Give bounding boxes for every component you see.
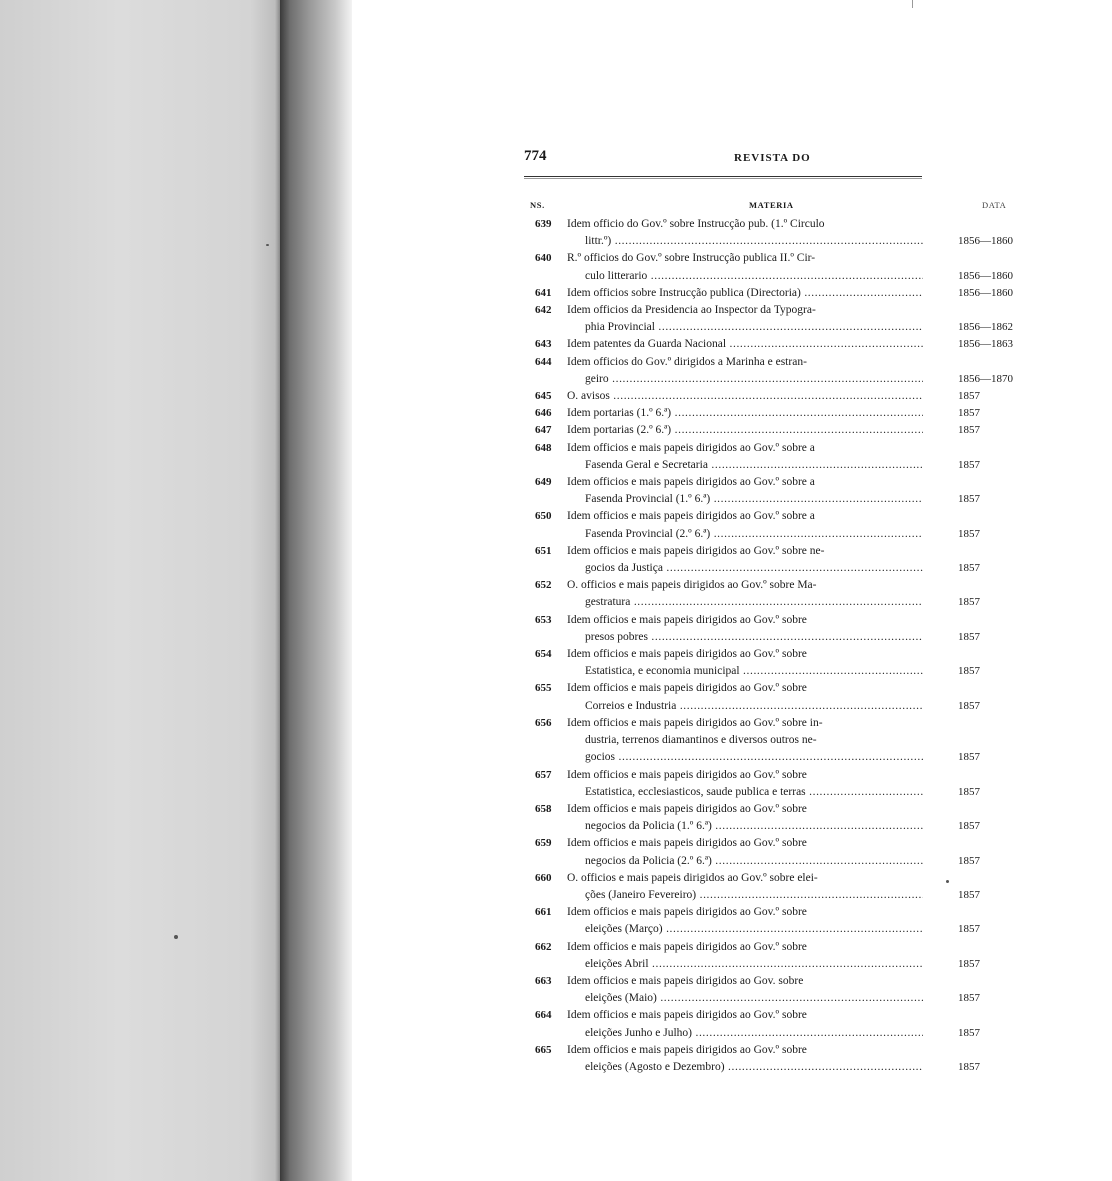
entry-subject-line: eleições (Agosto e Dezembro) ..... (567, 1059, 923, 1076)
book-spine-shadow (280, 0, 352, 1181)
list-item (524, 870, 1044, 904)
entry-subject-line: geiro ..... (567, 371, 923, 388)
entry-date: 1857 (958, 888, 980, 901)
entry-number: 664 (535, 1009, 552, 1022)
entry-date: 1857 (958, 458, 980, 471)
entry-date: 1856—1860 (958, 235, 1013, 248)
list-item (524, 422, 1044, 439)
entry-subject (567, 440, 923, 474)
entry-subject-line: Idem officios e mais papeis dirigidos ao Gov.º sobre a (567, 476, 815, 489)
entry-subject-line: Idem officios e mais papeis dirigidos ao Gov.º sobre a (567, 510, 815, 523)
entry-subject-line: negocios da Policia (1.º 6.ª) ..... (567, 818, 923, 835)
column-header-data: DATA (982, 200, 1007, 210)
list-item (524, 474, 1044, 508)
entry-subject (567, 835, 923, 869)
entry-subject (567, 612, 923, 646)
entry-date: 1857 (958, 785, 980, 798)
entry-subject (567, 285, 923, 302)
entry-number: 654 (535, 648, 552, 661)
list-item (524, 835, 1044, 869)
list-item (524, 715, 1044, 767)
entry-subject-line: eleições Abril ..... (567, 956, 923, 973)
entry-date: 1857 (958, 493, 980, 506)
entry-number: 649 (535, 476, 552, 489)
entry-subject-line: O. avisos ..... (567, 388, 923, 405)
entry-subject (567, 474, 923, 508)
entry-number: 663 (535, 974, 552, 987)
entry-subject-line: eleições (Março) ..... (567, 921, 923, 938)
entry-subject-line: Idem officio do Gov.º sobre Instrucção pub. (1.º Circulo (567, 218, 825, 230)
entry-list (524, 216, 1044, 1076)
entry-subject (567, 939, 923, 973)
list-item (524, 388, 1044, 405)
entry-number: 651 (535, 544, 552, 557)
entry-subject-line: O. officios e mais papeis dirigidos ao Gov.º sobre Ma- (567, 579, 817, 592)
entry-number: 644 (535, 355, 552, 368)
entry-subject-line: Idem officios e mais papeis dirigidos ao Gov. sobre (567, 974, 804, 987)
entry-number: 648 (535, 441, 552, 454)
entry-subject (567, 336, 923, 353)
entry-subject (567, 508, 923, 542)
entry-subject-line: Idem officios e mais papeis dirigidos ao Gov.º sobre (567, 837, 807, 850)
entry-date: 1856—1860 (958, 269, 1013, 282)
list-item (524, 612, 1044, 646)
entry-subject-line: Idem officios e mais papeis dirigidos ao Gov.º sobre (567, 1043, 807, 1056)
entry-subject-line: Fasenda Provincial (1.º 6.ª) ..... (567, 491, 923, 508)
entry-date: 1857 (958, 424, 980, 437)
entry-subject (567, 767, 923, 801)
list-item (524, 440, 1044, 474)
entry-subject-line: Idem patentes da Guarda Nacional ..... (567, 336, 923, 353)
entry-subject (567, 354, 923, 388)
entry-subject-line: Idem officios e mais papeis dirigidos ao Gov.º sobre (567, 940, 807, 953)
entry-date: 1857 (958, 390, 980, 403)
entry-subject-line: dustria, terrenos diamantinos e diversos outros ne- (585, 734, 817, 747)
list-item (524, 801, 1044, 835)
entry-date: 1857 (958, 562, 980, 575)
entry-subject-line: Idem officios e mais papeis dirigidos ao Gov.º sobre (567, 802, 807, 815)
entry-subject (567, 577, 923, 611)
entry-number: 640 (535, 252, 552, 265)
entry-date: 1857 (958, 957, 980, 970)
entry-subject-line: Estatistica, e economia municipal ..... (567, 663, 923, 680)
entry-number: 650 (535, 510, 552, 523)
entry-date: 1857 (958, 596, 980, 609)
entry-subject (567, 646, 923, 680)
entry-subject-line: Idem officios e mais papeis dirigidos ao Gov.º sobre (567, 1009, 807, 1022)
entry-subject (567, 250, 923, 284)
entry-subject (567, 405, 923, 422)
entry-subject (567, 422, 923, 439)
entry-date: 1857 (958, 527, 980, 540)
scan-speck (174, 935, 178, 939)
list-item (524, 543, 1044, 577)
entry-subject-line: R.º officios do Gov.º sobre Instrucção publica II.º Cir- (567, 252, 816, 265)
list-item (524, 577, 1044, 611)
entry-date: 1857 (958, 820, 980, 833)
book-gutter-left (0, 0, 280, 1181)
entry-number: 655 (535, 682, 552, 695)
entry-number: 645 (535, 390, 552, 403)
list-item (524, 904, 1044, 938)
entry-subject-line: Idem officios sobre Instrucção publica (Directoria) ..... (567, 285, 923, 302)
column-header-materia: MATERIA (749, 200, 794, 210)
entry-subject-line: O. officios e mais papeis dirigidos ao Gov.º sobre elei- (567, 871, 818, 884)
entry-date: 1856—1863 (958, 338, 1013, 351)
entry-date: 1856—1862 (958, 321, 1013, 334)
list-item (524, 1007, 1044, 1041)
entry-subject-line: Idem officios do Gov.º dirigidos a Marinha e estran- (567, 355, 807, 368)
list-item (524, 939, 1044, 973)
entry-subject-line: eleições Junho e Julho) ..... (567, 1025, 923, 1042)
entry-date: 1857 (958, 923, 980, 936)
entry-subject-line: Idem officios e mais papeis dirigidos ao Gov.º sobre ne- (567, 544, 825, 557)
entry-subject-line: Idem portarias (1.º 6.ª) ..... (567, 405, 923, 422)
entry-subject-line: Idem officios e mais papeis dirigidos ao Gov.º sobre (567, 682, 807, 695)
list-item (524, 646, 1044, 680)
entry-subject-line: Correios e Industria ..... (567, 698, 923, 715)
entry-date: 1857 (958, 630, 980, 643)
entry-subject (567, 870, 923, 904)
entry-subject (567, 801, 923, 835)
list-item (524, 216, 1044, 250)
entry-subject-line: Fasenda Provincial (2.º 6.ª) ..... (567, 526, 923, 543)
list-item (524, 767, 1044, 801)
entry-date: 1857 (958, 751, 980, 764)
entry-subject-line: phia Provincial ..... (567, 319, 923, 336)
header-rule (524, 176, 922, 179)
scan-speck (266, 244, 269, 246)
entry-date: 1857 (958, 407, 980, 420)
entry-subject-line: Fasenda Geral e Secretaria ..... (567, 457, 923, 474)
list-item (524, 973, 1044, 1007)
entry-subject (567, 973, 923, 1007)
entry-subject (567, 1007, 923, 1041)
entry-number: 643 (535, 338, 552, 351)
list-item (524, 250, 1044, 284)
entry-subject-line: Idem officios e mais papeis dirigidos ao Gov.º sobre (567, 648, 807, 661)
entry-number: 659 (535, 837, 552, 850)
entry-subject-line: ções (Janeiro Fevereiro) ..... (567, 887, 923, 904)
entry-date: 1856—1870 (958, 372, 1013, 385)
entry-subject (567, 904, 923, 938)
column-header-nos: NS. (530, 200, 545, 210)
entry-number: 656 (535, 716, 552, 729)
entry-number: 660 (535, 871, 552, 884)
list-item (524, 405, 1044, 422)
entry-date: 1856—1860 (958, 286, 1013, 299)
entry-subject-line: Idem officios da Presidencia ao Inspector da Typogra- (567, 304, 816, 317)
entry-number: 647 (535, 424, 552, 437)
list-item (524, 354, 1044, 388)
entry-subject (567, 680, 923, 714)
entry-subject (567, 1042, 923, 1076)
entry-subject (567, 543, 923, 577)
entry-date: 1857 (958, 992, 980, 1005)
running-head (524, 146, 924, 168)
entry-subject-line: Estatistica, ecclesiasticos, saude publica e terras ..... (567, 784, 923, 801)
scan-mark (912, 0, 913, 8)
entry-subject (567, 388, 923, 405)
entry-subject-line: gestratura ..... (567, 594, 923, 611)
entry-subject-line: Idem officios e mais papeis dirigidos ao Gov.º sobre a (567, 441, 815, 454)
entry-number: 662 (535, 940, 552, 953)
entry-number: 653 (535, 613, 552, 626)
list-item (524, 336, 1044, 353)
entry-subject-line: gocios ..... (567, 749, 923, 766)
document-page (524, 146, 1013, 1073)
entry-subject-line: culo litterario ..... (567, 268, 923, 285)
entry-date: 1857 (958, 665, 980, 678)
entry-number: 639 (535, 218, 552, 230)
entry-date: 1857 (958, 699, 980, 712)
entry-subject (567, 302, 923, 336)
list-item (524, 1042, 1044, 1076)
entry-subject-line: Idem portarias (2.º 6.ª) ..... (567, 422, 923, 439)
entry-number: 652 (535, 579, 552, 592)
entry-subject (567, 216, 923, 250)
entry-number: 665 (535, 1043, 552, 1056)
entry-subject (567, 715, 923, 767)
entry-subject-line: Idem officios e mais papeis dirigidos ao Gov.º sobre in- (567, 716, 823, 729)
entry-number: 661 (535, 906, 552, 919)
entry-subject-line: Idem officios e mais papeis dirigidos ao Gov.º sobre (567, 768, 807, 781)
page-number: 774 (524, 148, 547, 164)
entry-subject-line: littr.º) ..... (567, 233, 923, 250)
entry-number: 657 (535, 768, 552, 781)
entry-subject-line: eleições (Maio) ..... (567, 990, 923, 1007)
entry-date: 1857 (958, 1026, 980, 1039)
list-item (524, 680, 1044, 714)
entry-number: 641 (535, 286, 552, 299)
entry-subject-line: gocios da Justiça ..... (567, 560, 923, 577)
entry-subject-line: Idem officios e mais papeis dirigidos ao Gov.º sobre (567, 613, 807, 626)
entry-subject-line: negocios da Policia (2.º 6.ª) ..... (567, 853, 923, 870)
entry-date: 1857 (958, 854, 980, 867)
entry-subject-line: Idem officios e mais papeis dirigidos ao Gov.º sobre (567, 906, 807, 919)
running-title: REVISTA DO (734, 152, 811, 164)
list-item (524, 285, 1044, 302)
entry-date: 1857 (958, 1060, 980, 1073)
entry-number: 658 (535, 802, 552, 815)
entry-subject-line: presos pobres ..... (567, 629, 923, 646)
entry-number: 642 (535, 304, 552, 317)
entry-number: 646 (535, 407, 552, 420)
list-item (524, 508, 1044, 542)
list-item (524, 302, 1044, 336)
